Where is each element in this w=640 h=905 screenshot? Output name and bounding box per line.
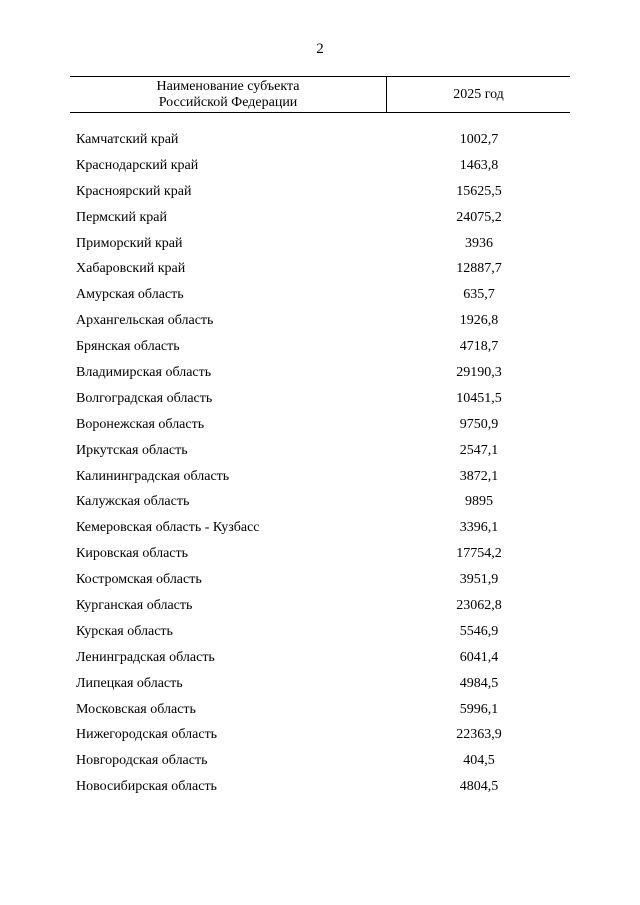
subject-value: 404,5 — [463, 753, 495, 769]
table-row — [76, 153, 570, 179]
subject-value: 1002,7 — [459, 131, 499, 147]
table-row — [76, 179, 570, 205]
subject-name: Брянская область — [76, 339, 180, 355]
subject-name: Краснодарский край — [76, 157, 199, 173]
table-row — [76, 748, 570, 774]
table-body — [76, 127, 570, 800]
header-year: 2025 год — [453, 87, 504, 102]
subject-name: Новосибирская область — [76, 779, 217, 795]
table-row — [76, 489, 570, 515]
table-row — [76, 256, 570, 282]
subject-value: 4984,5 — [459, 675, 499, 691]
page-number: 2 — [316, 41, 324, 57]
table-row — [76, 515, 570, 541]
table-row — [76, 722, 570, 748]
subject-value: 12887,7 — [456, 261, 502, 277]
subject-value: 22363,9 — [456, 727, 502, 743]
subject-value: 17754,2 — [456, 546, 502, 562]
subject-value: 3872,1 — [459, 468, 499, 484]
subject-name: Костромская область — [76, 572, 202, 588]
subject-name: Курганская область — [76, 597, 193, 613]
subject-name: Нижегородская область — [76, 727, 218, 743]
header-subject-name-line2: Российской Федерации — [158, 95, 298, 110]
subject-name: Владимирская область — [76, 364, 212, 380]
subject-name: Калужская область — [76, 494, 190, 510]
table-row — [76, 567, 570, 593]
subject-value: 1463,8 — [459, 157, 499, 173]
subject-name: Хабаровский край — [76, 261, 186, 277]
table-row — [76, 412, 570, 438]
header-subject-name-line1: Наименование субъекта — [156, 79, 300, 94]
table-row — [76, 386, 570, 412]
table-row — [76, 127, 570, 153]
table-row — [76, 671, 570, 697]
table-row — [76, 282, 570, 308]
table-header — [70, 76, 570, 113]
subject-value: 3396,1 — [459, 520, 499, 536]
header-subject-name — [70, 77, 387, 112]
table-row — [76, 541, 570, 567]
subject-name: Приморский край — [76, 235, 183, 251]
subject-name: Калининградская область — [76, 468, 230, 484]
table-row — [76, 645, 570, 671]
subject-value: 23062,8 — [456, 597, 502, 613]
table-row — [76, 360, 570, 386]
subject-name: Иркутская область — [76, 442, 188, 458]
table-row — [76, 774, 570, 800]
subject-value: 9750,9 — [459, 416, 499, 432]
subject-name: Кировская область — [76, 546, 189, 562]
subject-name: Новгородская область — [76, 753, 208, 769]
subject-value: 5996,1 — [459, 701, 499, 717]
subject-value: 3951,9 — [459, 572, 499, 588]
subject-value: 3936 — [465, 235, 493, 251]
subject-name: Красноярский край — [76, 183, 192, 199]
subject-value: 9895 — [465, 494, 493, 510]
subject-name: Кемеровская область - Кузбасс — [76, 520, 260, 536]
table-row — [76, 205, 570, 231]
subject-name: Архангельская область — [76, 313, 214, 329]
subject-value: 1926,8 — [459, 313, 499, 329]
table-row — [76, 464, 570, 490]
subject-value: 24075,2 — [456, 209, 502, 225]
subject-value: 6041,4 — [459, 649, 499, 665]
subject-value: 5546,9 — [459, 623, 499, 639]
subject-name: Московская область — [76, 701, 196, 717]
table-row — [76, 438, 570, 464]
subject-name: Пермский край — [76, 209, 167, 225]
subject-name: Липецкая область — [76, 675, 183, 691]
subject-value: 15625,5 — [456, 183, 502, 199]
table-row — [76, 334, 570, 360]
subject-name: Воронежская область — [76, 416, 205, 432]
subject-name: Курская область — [76, 623, 173, 639]
table-row — [76, 308, 570, 334]
subject-name: Волгоградская область — [76, 390, 213, 406]
table-row — [76, 619, 570, 645]
subject-value: 10451,5 — [456, 390, 502, 406]
subject-value: 29190,3 — [456, 364, 502, 380]
table-row — [76, 593, 570, 619]
subject-value: 4804,5 — [459, 779, 499, 795]
subject-value: 2547,1 — [459, 442, 499, 458]
subject-name: Камчатский край — [76, 131, 179, 147]
subject-value: 4718,7 — [459, 339, 499, 355]
subject-value: 635,7 — [463, 287, 495, 303]
table-row — [76, 231, 570, 257]
table-row — [76, 697, 570, 723]
subject-name: Амурская область — [76, 287, 184, 303]
subject-name: Ленинградская область — [76, 649, 215, 665]
